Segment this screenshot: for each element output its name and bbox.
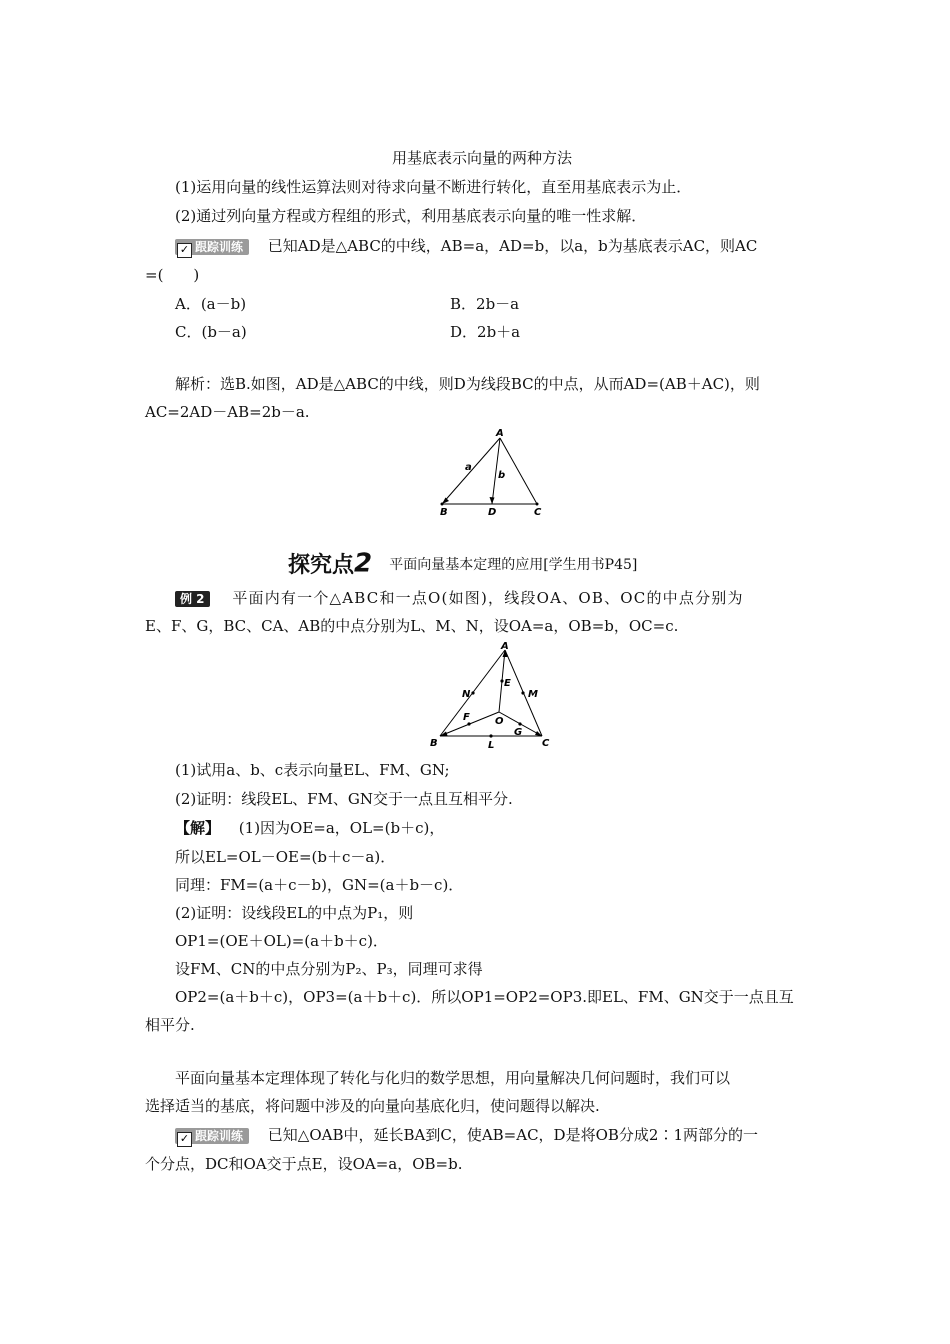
label-c: C: [534, 507, 542, 518]
option-d: D．2b＋a: [450, 323, 521, 341]
tip-point-1: (1)运用向量的线性运算法则对待求向量不断进行转化，直至用基底表示为止．: [175, 178, 692, 196]
solution-step-5: OP1=(OE＋OL)=(a＋b＋c)．: [175, 932, 388, 950]
check-icon: ✓: [177, 1132, 192, 1147]
label-m: M: [528, 689, 538, 700]
example-badge: 例 2: [175, 591, 210, 607]
solution-step-1: (1)因为OE=a，OL=(b＋c)，: [238, 819, 445, 837]
point-n: [471, 691, 474, 694]
label-vec-b: b: [498, 470, 506, 481]
label-b: B: [440, 507, 448, 518]
side-ac: [500, 438, 537, 504]
label-vec-a: a: [465, 462, 472, 473]
follow-badge: [175, 239, 249, 255]
follow-question-line1: 已知AD是△ABC的中线，AB=a，AD=b，以a，b为基底表示AC，则AC: [267, 237, 758, 255]
label-a: A: [496, 428, 504, 439]
point-b: [441, 503, 444, 506]
solution-line2: AC=2AD－AB=2b－a.: [145, 403, 310, 421]
tip-title: 用基底表示向量的两种方法: [392, 149, 573, 167]
solution-step-7: OP2=(a＋b＋c)，OP3=(a＋b＋c)．所以OP1=OP2=OP3.即EL、FM、GN交于一点且互: [175, 988, 794, 1006]
check-icon: ✓: [177, 243, 192, 258]
follow-badge-2-label: 跟踪训练: [195, 1129, 244, 1143]
follow-training-1: [175, 236, 757, 256]
arrow-d-icon: [490, 497, 495, 504]
follow-badge-2: [175, 1128, 249, 1144]
example-2: [175, 588, 744, 608]
label-c: C: [542, 738, 550, 749]
point-m: [521, 691, 524, 694]
label-n: N: [462, 689, 471, 700]
triangle-median-figure: [432, 428, 548, 518]
example-problem-line2: E、F、G，BC、CA、AB的中点分别为L、M、N，设OA=a，OB=b，OC=c.: [145, 617, 679, 635]
label-d: D: [488, 507, 497, 518]
point-l: [489, 734, 492, 737]
section-subtitle: 平面向量基本定理的应用[学生用书P45]: [389, 556, 638, 573]
solution-block: [175, 818, 444, 838]
label-e: E: [504, 678, 511, 689]
section-heading: [288, 548, 637, 579]
option-b: B．2b－a: [450, 295, 520, 313]
solution-step-2: 所以EL=OL－OE=(b＋c－a)．: [175, 848, 396, 866]
follow-badge-label: 跟踪训练: [195, 240, 244, 254]
follow2-line2: 个分点，DC和OA交于点E，设OA=a，OB=b.: [145, 1155, 463, 1173]
solution-head: 【解】: [175, 819, 221, 837]
summary-line2: 选择适当的基底，将问题中涉及的向量向基底化归，使问题得以解决.: [145, 1097, 600, 1115]
tip-point-2: (2)通过列向量方程或方程组的形式，利用基底表示向量的唯一性求解．: [175, 207, 647, 225]
label-f: F: [463, 712, 470, 723]
triangle-point-o-figure: [427, 640, 557, 752]
solution-step-4: (2)证明：设线段EL的中点为P₁，则: [175, 904, 414, 922]
option-c: C．(b－a): [175, 323, 247, 341]
follow2-line1: 已知△OAB中，延长BA到C，使AB=AC，D是将OB分成2∶1两部分的一: [267, 1126, 758, 1144]
solution-step-6: 设FM、CN的中点分别为P₂、P₃，同理可求得: [175, 960, 483, 978]
follow-training-2: [175, 1125, 758, 1145]
solution-line1: 解析：选B.如图，AD是△ABC的中线，则D为线段BC的中点，从而AD=(AB＋AC)，则: [175, 375, 760, 393]
label-o: O: [495, 716, 504, 727]
label-b: B: [430, 738, 438, 749]
label-a: A: [501, 641, 509, 652]
point-g: [518, 722, 521, 725]
example-problem-line1: 平面内有一个△ABC和一点O(如图)，线段OA、OB、OC的中点分别为: [232, 589, 744, 607]
point-c: [536, 503, 539, 506]
section-number: 2: [354, 548, 373, 579]
section-title: 探究点: [288, 553, 355, 578]
label-l: L: [488, 740, 495, 751]
option-a: A．(a－b): [175, 295, 247, 313]
summary-line1: 平面向量基本定理体现了转化与化归的数学思想，用向量解决几何问题时，我们可以: [175, 1069, 731, 1087]
label-g: G: [514, 727, 523, 738]
question-1: (1)试用a、b、c表示向量EL、FM、GN;: [175, 761, 450, 779]
follow-question-line2: =( ): [145, 266, 200, 284]
question-2: (2)证明：线段EL、FM、GN交于一点且互相平分.: [175, 790, 513, 808]
solution-step-8: 相平分.: [145, 1016, 195, 1034]
solution-step-3: 同理：FM=(a＋c－b)，GN=(a＋b－c)．: [175, 876, 464, 894]
